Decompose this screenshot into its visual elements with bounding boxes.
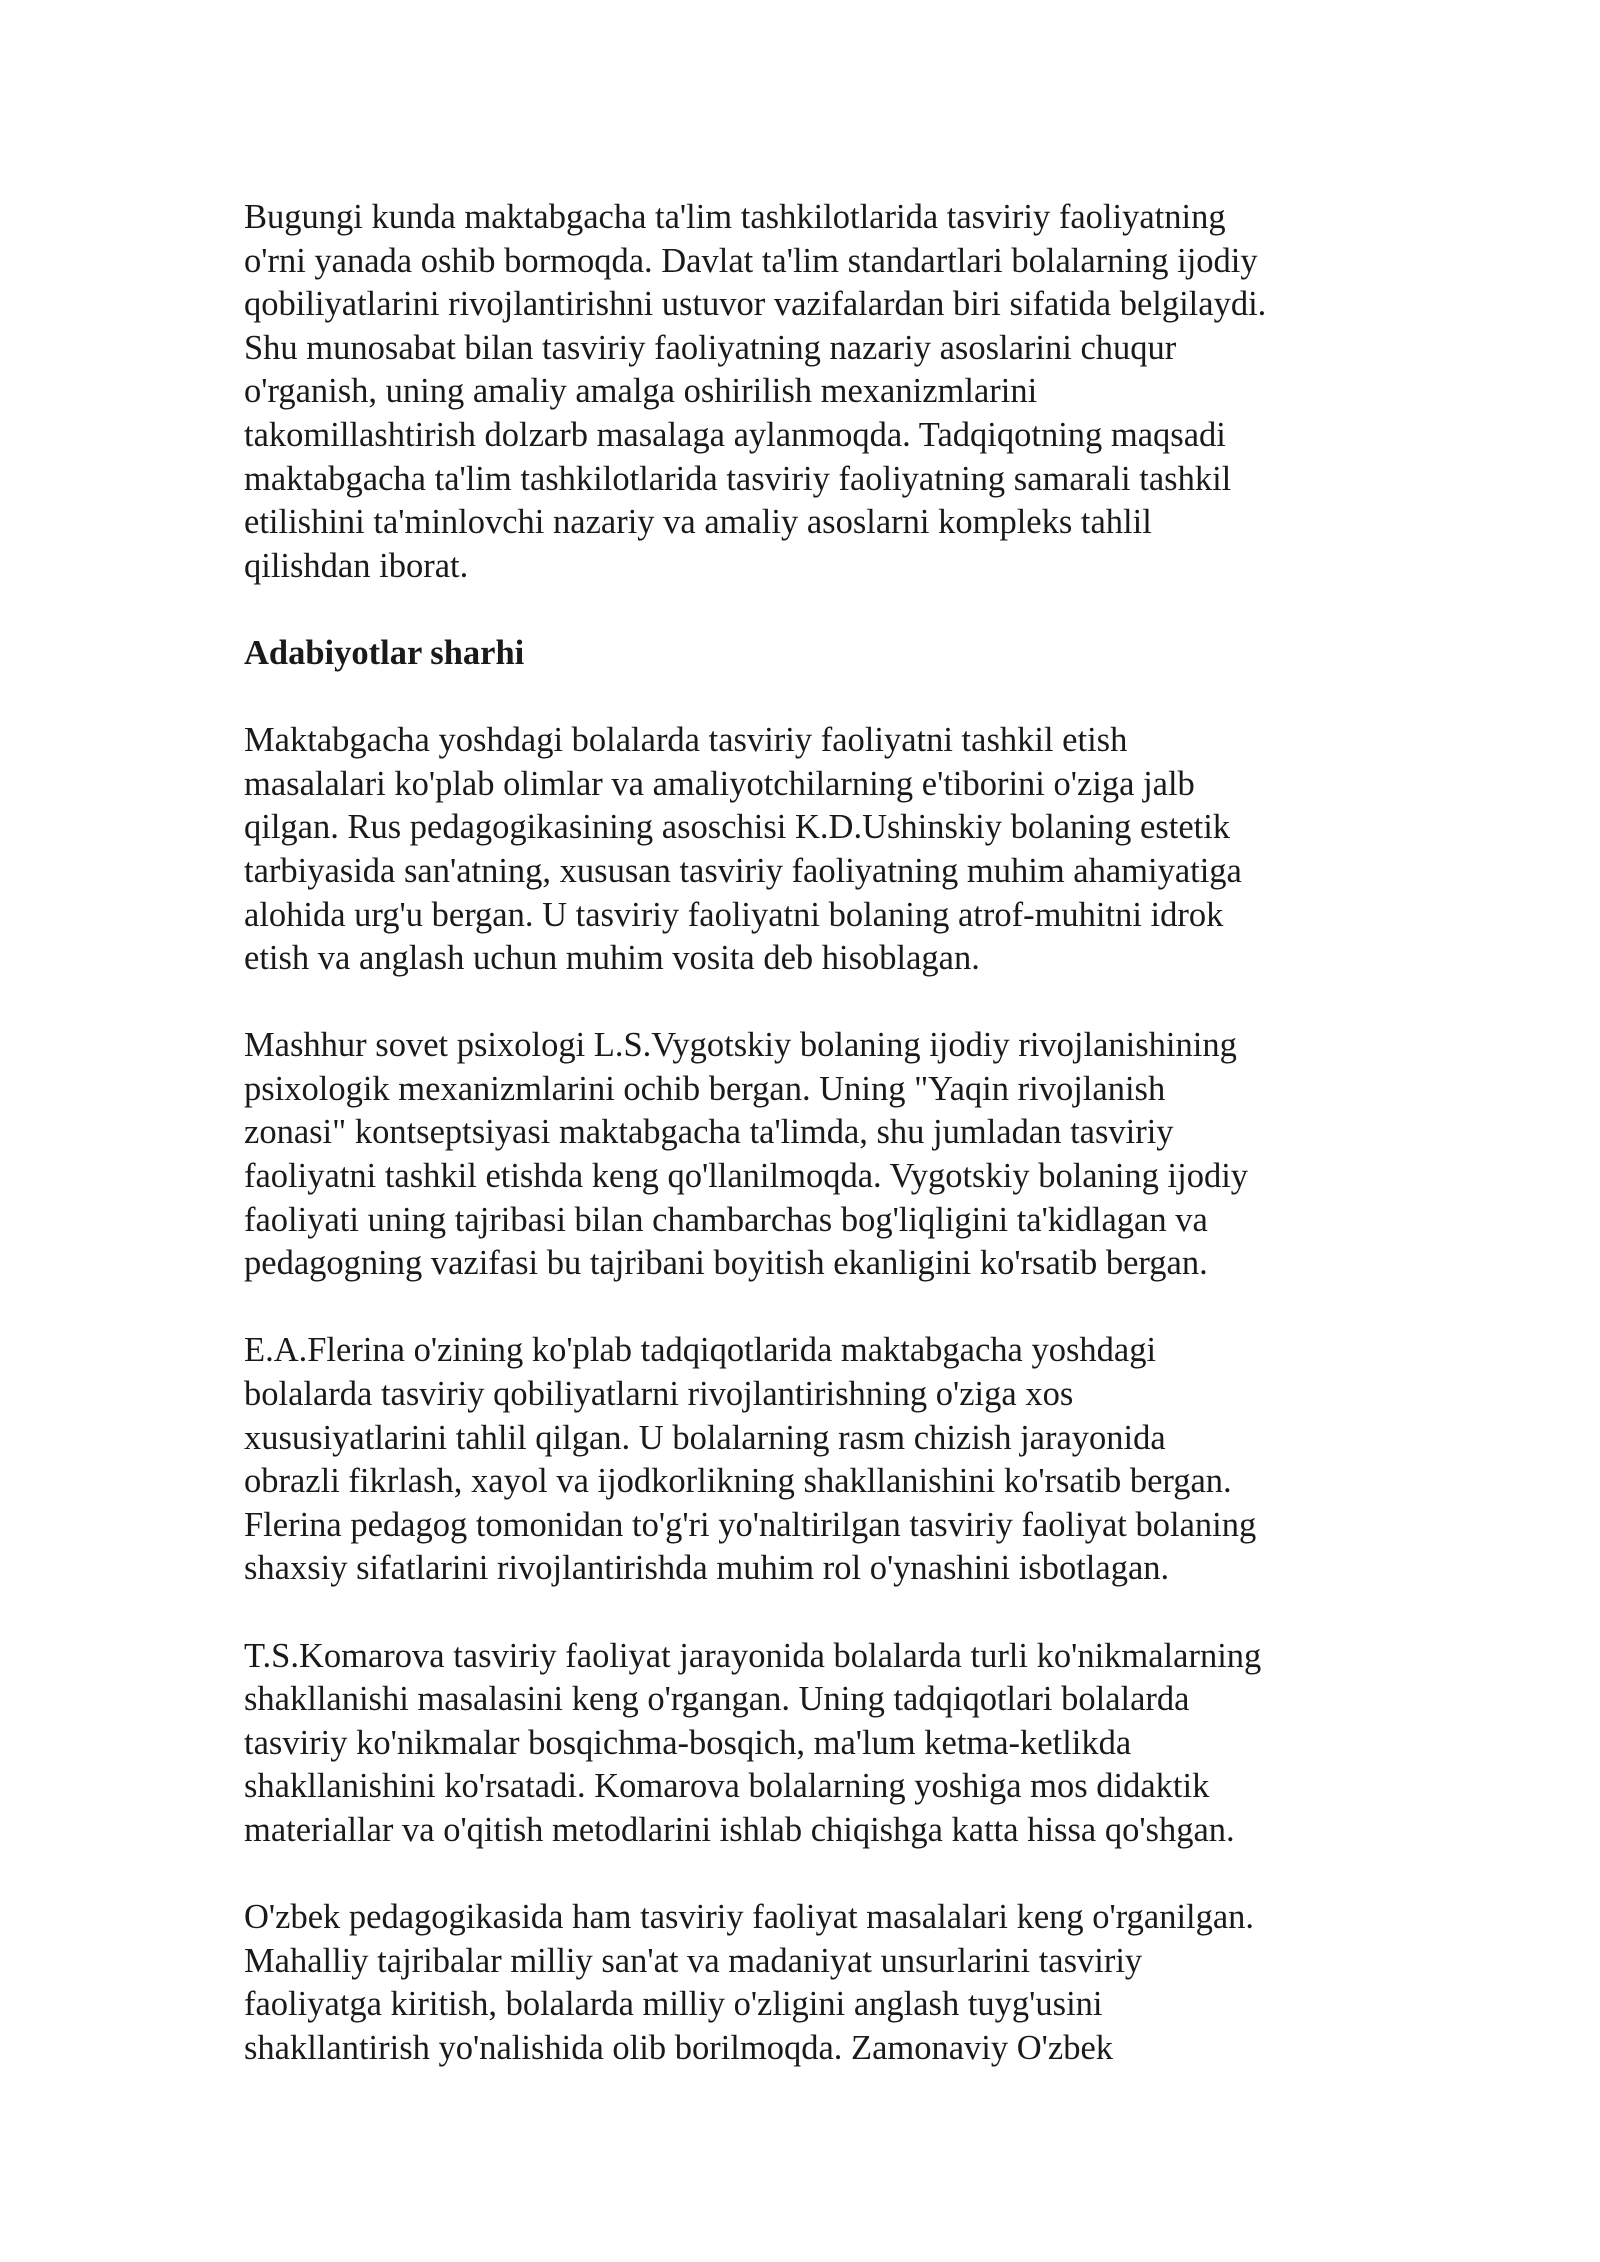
text-line: pedagogning vazifasi bu tajribani boyitish ekanligini ko'rsatib bergan. bbox=[244, 1244, 1208, 1283]
text-line: O'zbek pedagogikasida ham tasviriy faoliyat masalalari keng o'rganilgan. bbox=[244, 1898, 1255, 1937]
text-line: tasviriy ko'nikmalar bosqichma-bosqich, ma'lum ketma-ketlikda bbox=[244, 1723, 1132, 1762]
text-line: shaxsiy sifatlarini rivojlantirishda muhim rol o'ynashini isbotlagan. bbox=[244, 1549, 1170, 1588]
text-line: Mahalliy tajribalar milliy san'at va madaniyat unsurlarini tasviriy bbox=[244, 1941, 1143, 1980]
text-line: zonasi" kontseptsiyasi maktabgacha ta'limda, shu jumladan tasviriy bbox=[244, 1113, 1174, 1152]
paragraph-flerina bbox=[244, 1329, 1384, 1591]
text-line: etish va anglash uchun muhim vosita deb hisoblagan. bbox=[244, 939, 980, 978]
text-line: etilishini ta'minlovchi nazariy va amaliy asoslarni kompleks tahlil bbox=[244, 503, 1152, 542]
paragraph-vygotsky bbox=[244, 1024, 1384, 1286]
text-line: shakllanishi masalasini keng o'rgangan. Uning tadqiqotlari bolalarda bbox=[244, 1680, 1190, 1719]
text-line: bolalarda tasviriy qobiliyatlarni rivojlantirishning o'ziga xos bbox=[244, 1375, 1074, 1414]
text-line: E.A.Flerina o'zining ko'plab tadqiqotlarida maktabgacha yoshdagi bbox=[244, 1331, 1157, 1370]
text-line: faoliyatni tashkil etishda keng qo'llanilmoqda. Vygotskiy bolaning ijodiy bbox=[244, 1157, 1249, 1196]
paragraph-uzbek-pedagogy bbox=[244, 1896, 1384, 2070]
text-line: takomillashtirish dolzarb masalaga aylanmoqda. Tadqiqotning maqsadi bbox=[244, 415, 1226, 454]
text-line: obrazli fikrlash, xayol va ijodkorlikning shakllanishini ko'rsatib bergan. bbox=[244, 1462, 1232, 1501]
text-line: o'rganish, uning amaliy amalga oshirilish mexanizmlarini bbox=[244, 372, 1038, 411]
text-line: xususiyatlarini tahlil qilgan. U bolalarning rasm chizish jarayonida bbox=[244, 1418, 1166, 1457]
text-line: psixologik mexanizmlarini ochib bergan. Uning "Yaqin rivojlanish bbox=[244, 1069, 1166, 1108]
text-line: shakllanishini ko'rsatadi. Komarova bolalarning yoshiga mos didaktik bbox=[244, 1767, 1210, 1806]
text-line: Shu munosabat bilan tasviriy faoliyatning nazariy asoslarini chuqur bbox=[244, 328, 1177, 367]
text-line: materiallar va o'qitish metodlarini ishlab chiqishga katta hissa qo'shgan. bbox=[244, 1810, 1235, 1849]
text-line: masalalari ko'plab olimlar va amaliyotchilarning e'tiborini o'ziga jalb bbox=[244, 764, 1195, 803]
text-line: faoliyati uning tajribasi bilan chambarchas bog'liqligini ta'kidlagan va bbox=[244, 1200, 1208, 1239]
text-line: shakllantirish yo'nalishida olib borilmoqda. Zamonaviy O'zbek bbox=[244, 2028, 1114, 2067]
text-line: tarbiyasida san'atning, xususan tasviriy faoliyatning muhim ahamiyatiga bbox=[244, 851, 1242, 890]
paragraph-komarova bbox=[244, 1635, 1384, 1853]
text-line: maktabgacha ta'lim tashkilotlarida tasviriy faoliyatning samarali tashkil bbox=[244, 459, 1232, 498]
paragraph-intro bbox=[244, 196, 1384, 588]
section-heading: Adabiyotlar sharhi bbox=[244, 633, 525, 672]
text-line: faoliyatga kiritish, bolalarda milliy o'zligini anglash tuyg'usini bbox=[244, 1985, 1103, 2024]
text-line: qobiliyatlarini rivojlantirishni ustuvor vazifalardan biri sifatida belgilaydi. bbox=[244, 285, 1267, 324]
text-line: qilgan. Rus pedagogikasining asoschisi K.D.Ushinskiy bolaning estetik bbox=[244, 808, 1231, 847]
text-line: Maktabgacha yoshdagi bolalarda tasviriy faoliyatni tashkil etish bbox=[244, 721, 1128, 760]
text-line: o'rni yanada oshib bormoqda. Davlat ta'lim standartlari bolalarning ijodiy bbox=[244, 241, 1258, 280]
text-line: T.S.Komarova tasviriy faoliyat jarayonida bolalarda turli ko'nikmalarning bbox=[244, 1636, 1262, 1675]
text-line: Bugungi kunda maktabgacha ta'lim tashkilotlarida tasviriy faoliyatning bbox=[244, 198, 1226, 236]
text-line: alohida urg'u bergan. U tasviriy faoliyatni bolaning atrof-muhitni idrok bbox=[244, 895, 1224, 934]
text-line: Flerina pedagog tomonidan to'g'ri yo'naltirilgan tasviriy faoliyat bolaning bbox=[244, 1505, 1257, 1544]
paragraph-literature-overview bbox=[244, 719, 1384, 981]
text-line: Mashhur sovet psixologi L.S.Vygotskiy bolaning ijodiy rivojlanishining bbox=[244, 1026, 1237, 1065]
document-body bbox=[244, 196, 1384, 2114]
text-line: qilishdan iborat. bbox=[244, 546, 469, 585]
